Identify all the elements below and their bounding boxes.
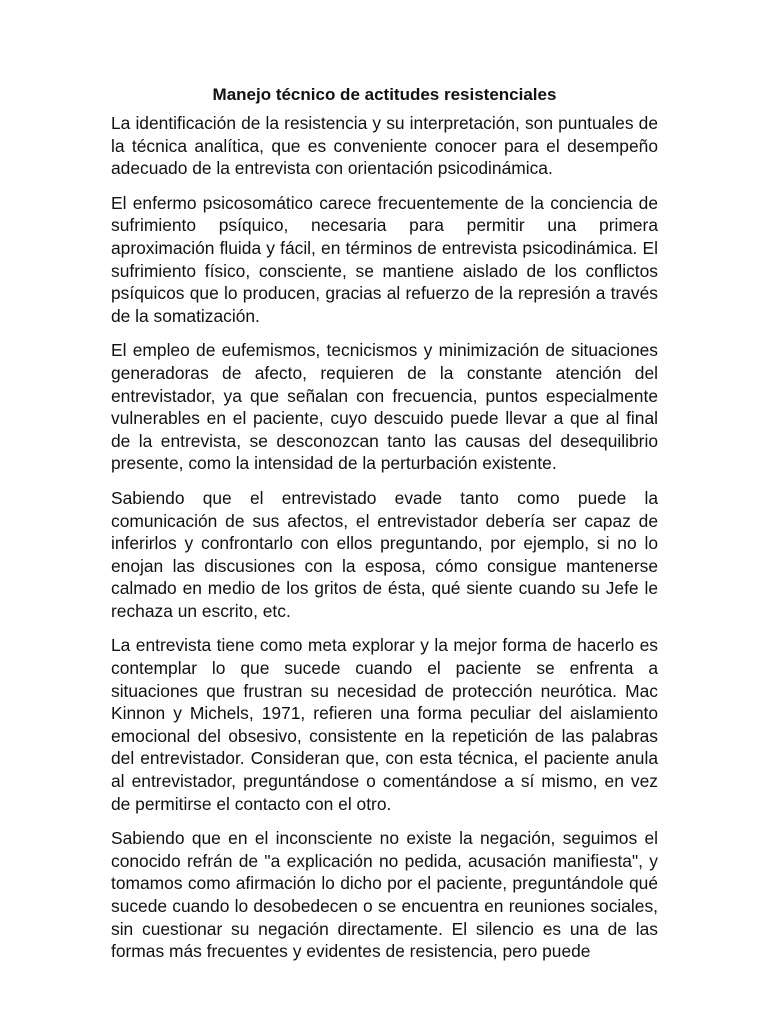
paragraph-4: Sabiendo que el entrevistado evade tanto como puede la comunicación de sus afectos, el entrevistador debería ser capaz de inferirlos y confrontarlo con ellos preguntando, por ejemplo, si no lo enojan las discusiones con la esposa, cómo consigue mantenerse calmado en medio de los gritos de ésta, qué siente cuando su Jefe le rechaza un escrito, etc. (111, 487, 658, 621)
paragraph-1: La identificación de la resistencia y su interpretación, son puntuales de la técnica analítica, que es conveniente conocer para el desempeño adecuado de la entrevista con orientación psicodinámica. (111, 113, 658, 179)
paragraph-6: Sabiendo que en el inconsciente no existe la negación, seguimos el conocido refrán de "a explicación no pedida, acusación manifiesta", y tomamos como afirmación lo dicho por el paciente, preguntándole qué sucede cuando lo desobedecen o se encuentra en reuniones sociales, sin cuestionar su negación directamente. El silencio es una de las formas más frecuentes y evidentes de resistencia, pero puede (111, 828, 658, 962)
document-body (111, 84, 658, 975)
document-title: Manejo técnico de actitudes resistenciales (212, 85, 557, 104)
paragraph-5: La entrevista tiene como meta explorar y la mejor forma de hacerlo es contemplar lo que sucede cuando el paciente se enfrenta a situaciones que frustran su necesidad de protección neurótica. Mac Kinnon y Michels, 1971, refieren una forma peculiar del aislamiento emocional del obsesivo, consistente en la repetición de las palabras del entrevistador. Consideran que, con esta técnica, el paciente anula al entrevistador, preguntándose o comentándose a sí mismo, en vez de permitirse el contacto con el otro. (111, 635, 658, 814)
paragraph-3: El empleo de eufemismos, tecnicismos y minimización de situaciones generadoras de afecto, requieren de la constante atención del entrevistador, ya que señalan con frecuencia, puntos especialmente vulnerables en el paciente, cuyo descuido puede llevar a que al final de la entrevista, se desconozcan tanto las causas del desequilibrio presente, como la intensidad de la perturbación existente. (111, 340, 658, 474)
paragraph-2: El enfermo psicosomático carece frecuentemente de la conciencia de sufrimiento psíquico, necesaria para permitir una primera aproximación fluida y fácil, en términos de entrevista psicodinámica. El sufrimiento físico, consciente, se mantiene aislado de los conflictos psíquicos que lo producen, gracias al refuerzo de la represión a través de la somatización. (111, 192, 658, 326)
